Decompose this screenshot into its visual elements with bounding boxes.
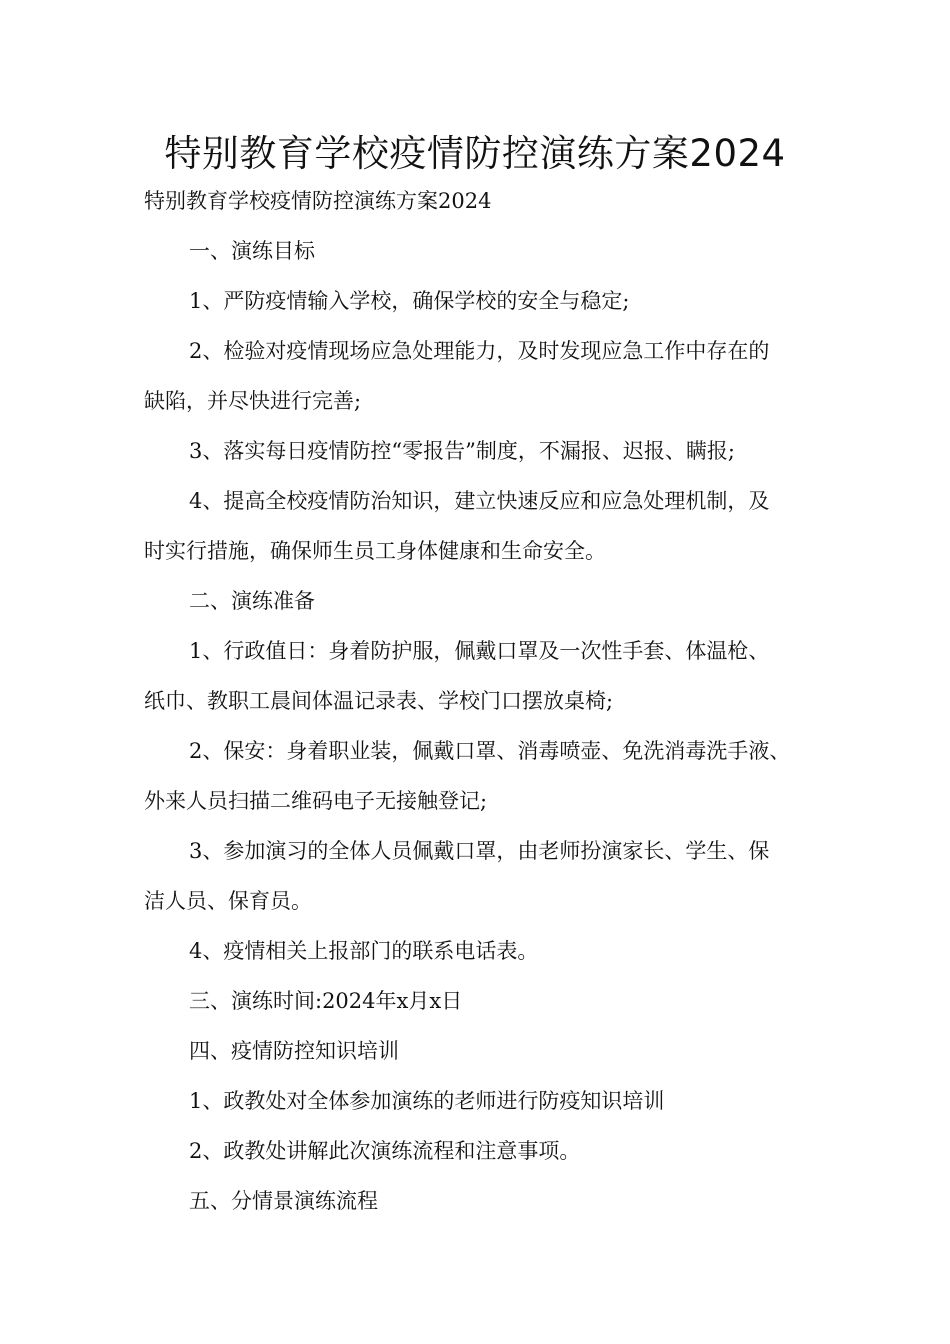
paragraph: 二、演练准备	[189, 589, 315, 613]
paragraph: 洁人员、保育员。	[144, 889, 312, 913]
document-title: 特别教育学校疫情防控演练方案2024	[164, 132, 786, 175]
paragraph: 缺陷，并尽快进行完善;	[144, 389, 362, 413]
paragraph: 3、落实每日疫情防控“零报告”制度，不漏报、迟报、瞒报;	[189, 439, 735, 463]
paragraph: 2、保安：身着职业装，佩戴口罩、消毒喷壶、免洗消毒洗手液、	[189, 739, 791, 763]
paragraph: 纸巾、教职工晨间体温记录表、学校门口摆放桌椅;	[144, 689, 614, 713]
paragraph: 时实行措施，确保师生员工身体健康和生命安全。	[144, 539, 606, 563]
paragraph: 外来人员扫描二维码电子无接触登记;	[144, 789, 488, 813]
document-body	[144, 176, 824, 1226]
paragraph: 特别教育学校疫情防控演练方案2024	[144, 189, 492, 213]
paragraph: 一、演练目标	[189, 239, 315, 263]
paragraph: 3、参加演习的全体人员佩戴口罩，由老师扮演家长、学生、保	[189, 839, 770, 863]
paragraph: 1、严防疫情输入学校，确保学校的安全与稳定;	[189, 289, 630, 313]
paragraph: 4、提高全校疫情防治知识，建立快速反应和应急处理机制，及	[189, 489, 770, 513]
paragraph: 2、政教处讲解此次演练流程和注意事项。	[189, 1139, 581, 1163]
paragraph: 三、演练时间:2024年x月x日	[189, 989, 463, 1013]
paragraph: 1、行政值日：身着防护服，佩戴口罩及一次性手套、体温枪、	[189, 639, 770, 663]
paragraph: 四、疫情防控知识培训	[189, 1039, 399, 1063]
paragraph: 4、疫情相关上报部门的联系电话表。	[189, 939, 539, 963]
paragraph: 2、检验对疫情现场应急处理能力，及时发现应急工作中存在的	[189, 339, 770, 363]
paragraph: 五、分情景演练流程	[189, 1189, 378, 1213]
paragraph: 1、政教处对全体参加演练的老师进行防疫知识培训	[189, 1089, 665, 1113]
